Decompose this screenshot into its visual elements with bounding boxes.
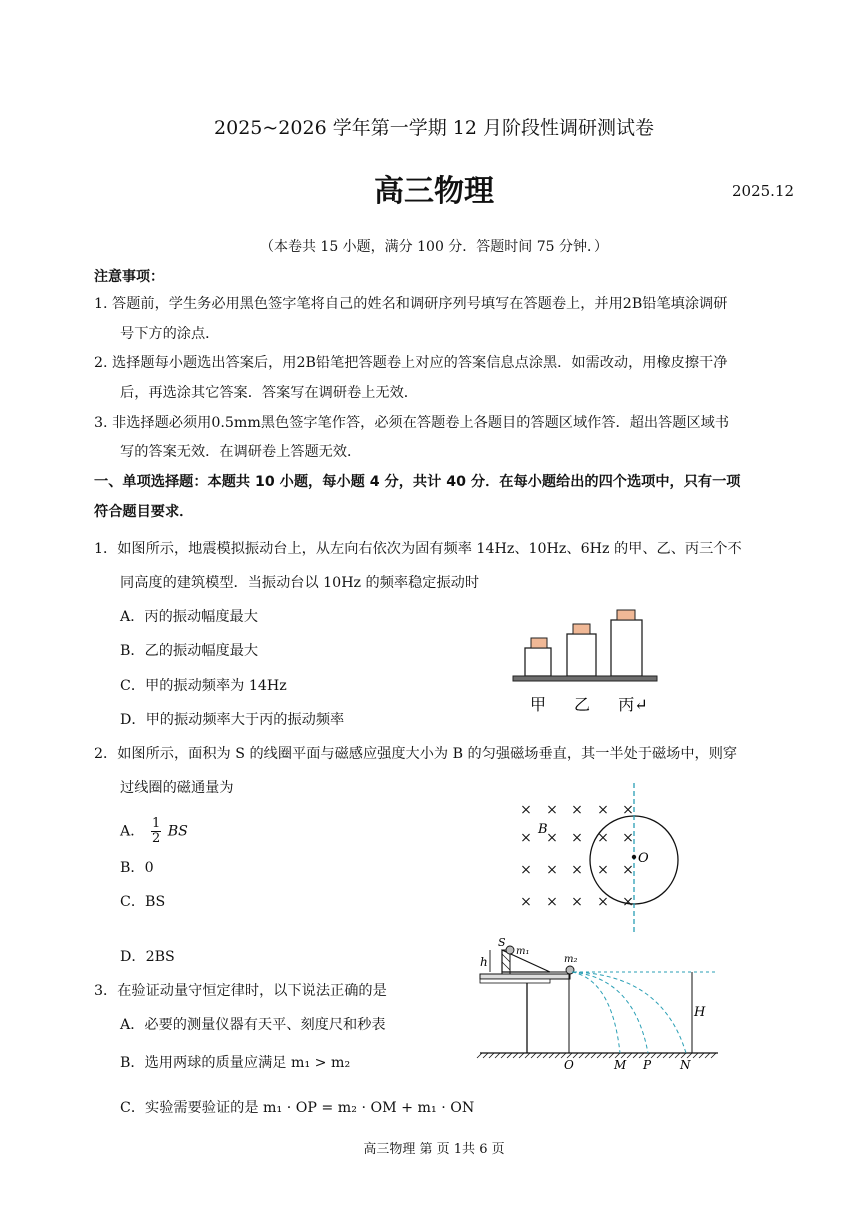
q2-option-a-bs: BS [167,823,188,840]
ball-m2 [566,966,574,974]
notice-item-2-line1: 2. 选择题每小题选出答案后，用2B铅笔把答题卷上对应的答案信息点涂黑．如需改动，用橡皮擦干净 [94,355,728,371]
field-cross: × [622,802,634,818]
label-yi: 乙 [573,695,591,714]
notice-title: 注意事项： [94,269,164,285]
q1-option-b: B．乙的振动幅度最大 [120,643,259,659]
q2-option-b: B．0 [120,860,154,876]
building-jia [525,648,551,676]
q1-stem-line2: 同高度的建筑模型．当振动台以 10Hz 的频率稳定振动时 [120,575,480,591]
page-footer: 高三物理 第 页 1共 6 页 [363,1142,505,1157]
ball-m1 [506,946,514,954]
label-s: S [498,936,506,949]
section-heading-line1: 一、单项选择题：本题共 10 小题，每小题 4 分，共计 40 分．在每小题给出的四个选项中，只有一项 [94,474,741,490]
vibration-table [513,676,657,681]
q2-option-d: D．2BS [120,949,175,965]
label-o: O [638,851,649,866]
field-cross: × [597,862,609,878]
q1-option-c: C．甲的振动频率为 14Hz [120,678,287,694]
field-cross: × [571,830,583,846]
fraction-denominator: 2 [151,831,161,846]
field-cross: × [597,802,609,818]
field-cross: × [622,894,634,910]
building-yi [567,634,596,676]
q2-stem-line1: 2．如图所示，面积为 S 的线圈平面与磁感应强度大小为 B 的匀强磁场垂直，其一半处于磁场中，则穿 [94,746,738,762]
subject-title: 高三物理 [374,174,494,209]
field-cross: × [520,802,532,818]
q1-shaking-table-figure [505,600,665,720]
label-bing: 丙↵ [618,695,648,714]
building-bing [611,620,642,676]
table-shelf [480,979,550,983]
label-H: H [694,1005,706,1020]
trajectory-n [572,972,686,1053]
q1-stem-line1: 1．如图所示，地震模拟振动台上，从左向右依次为固有频率 14Hz、10Hz、6Hz 的甲、乙、丙三个不 [94,541,742,557]
label-m2: m₂ [564,954,578,965]
notice-item-3-line2: 写的答案无效．在调研卷上答题无效． [120,444,362,460]
q2-stem-line2: 过线圈的磁通量为 [120,780,234,796]
q1-option-a: A．丙的振动幅度最大 [120,609,258,625]
field-cross: × [571,802,583,818]
field-cross: × [597,830,609,846]
label-h: h [480,955,488,969]
notice-item-1-line1: 1. 答题前，学生务必用黑色签字笔将自己的姓名和调研序列号填写在答题卷上，并用2B铅笔填涂调研 [94,296,728,312]
exam-date: 2025.12 [732,182,795,200]
building-bing-cap [617,610,635,620]
field-cross: × [520,830,532,846]
label-b: B [538,822,548,837]
q3-stem: 3．在验证动量守恒定律时，以下说法正确的是 [94,983,387,999]
exam-meta: （本卷共 15 小题，满分 100 分．答题时间 75 分钟．） [259,239,609,255]
q2-option-a-prefix: A． [120,823,145,840]
field-crosses [520,802,634,910]
field-cross: × [622,862,634,878]
trajectory-m [572,972,620,1053]
q3-option-a: A．必要的测量仪器有天平、刻度尺和秒表 [120,1017,386,1033]
notice-item-3-line1: 3. 非选择题必须用0.5mm黑色签字笔作答，必须在答题卷上各题目的答题区域作答．超出答题区域书 [94,415,730,431]
label-P: P [643,1058,652,1072]
q2-option-a [120,817,188,846]
notice-item-1-line2: 号下方的涂点． [120,326,220,342]
field-cross: × [546,802,558,818]
field-cross: × [597,894,609,910]
building-yi-cap [573,624,590,634]
q3-momentum-apparatus-figure [472,936,722,1076]
field-cross: × [520,894,532,910]
table-top [480,974,570,979]
field-cross: × [546,830,558,846]
q2-option-c: C．BS [120,894,166,910]
fraction-numerator: 1 [151,816,161,831]
label-N: N [680,1058,691,1072]
label-M: M [614,1058,627,1072]
field-cross: × [622,830,634,846]
label-jia: 甲 [529,695,547,714]
field-cross: × [571,862,583,878]
q3-option-b: B．选用两球的质量应满足 m₁ > m₂ [120,1055,351,1071]
trajectory-p [572,972,648,1053]
building-jia-cap [531,638,547,648]
field-cross: × [546,894,558,910]
q3-option-c: C．实验需要验证的是 m₁ · OP = m₂ · OM + m₁ · ON [120,1100,475,1116]
field-cross: × [520,862,532,878]
section-heading-line2: 符合题目要求． [94,504,194,520]
field-cross: × [546,862,558,878]
q1-option-d: D．甲的振动频率大于丙的振动频率 [120,712,345,728]
center-point [632,855,636,859]
notice-item-2-line2: 后，再选涂其它答案．答案写在调研卷上无效． [120,385,418,401]
label-O: O [564,1058,574,1072]
q2-magnetic-field-figure [510,775,700,940]
field-cross: × [571,894,583,910]
label-m1: m₁ [516,946,530,957]
exam-title: 2025~2026 学年第一学期 12 月阶段性调研测试卷 [214,117,654,139]
